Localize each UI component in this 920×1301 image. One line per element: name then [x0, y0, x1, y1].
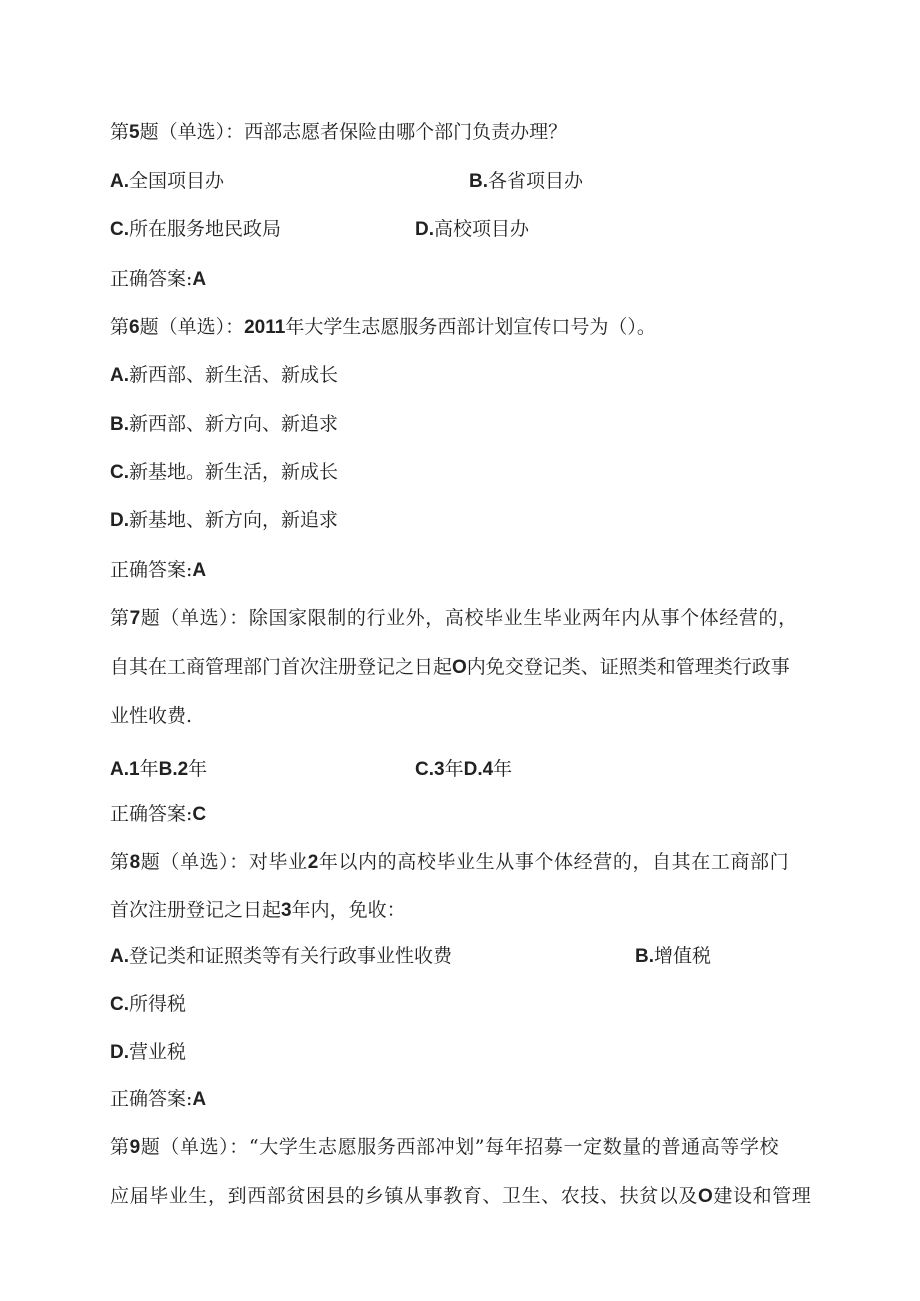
- q5-answer: 正确答案:A: [110, 268, 207, 290]
- q6-title: 第6题（单选）：2011年大学生志愿服务西部计划宣传口号为（）。: [110, 316, 656, 338]
- q7-title-line2: 自其在工商管理部门首次注册登记之日起O内免交登记类、证照类和管理类行政事: [110, 656, 790, 678]
- q8-option-c: C.所得税: [110, 993, 187, 1015]
- q8-title-line1: 第8题（单选）：对毕业2年以内的高校毕业生从事个体经营的，自其在工商部门: [110, 851, 790, 873]
- q6-answer: 正确答案:A: [110, 559, 207, 581]
- q7-options-cd: C.3年D.4年: [415, 758, 513, 780]
- q6-option-c: C.新基地。新生活，新成长: [110, 461, 339, 483]
- q6-option-d: D.新基地、新方向，新追求: [110, 509, 339, 531]
- q9-title-line2: 应届毕业生，到西部贫困县的乡镇从事教育、卫生、农技、扶贫以及O建设和管理: [110, 1185, 812, 1207]
- q8-option-d: D.营业税: [110, 1041, 187, 1063]
- q6-option-b: B.新西部、新方向、新追求: [110, 413, 339, 435]
- q7-answer: 正确答案:C: [110, 803, 207, 825]
- q5-option-b: B.各省项目办: [469, 170, 584, 192]
- q5-option-c: C.所在服务地民政局: [110, 218, 282, 240]
- q7-options-ab: A.1年B.2年: [110, 758, 208, 780]
- q8-option-a: A.登记类和证照类等有关行政事业性收费: [110, 945, 453, 967]
- q5-option-d: D.高校项目办: [415, 218, 530, 240]
- q7-title-line3: 业性收费.: [110, 705, 193, 727]
- q5-title: 第5题（单选）：西部志愿者保险由哪个部门负责办理？: [110, 121, 568, 143]
- q7-title-line1: 第7题（单选）：除国家限制的行业外，高校毕业生毕业两年内从事个体经营的，: [110, 607, 798, 629]
- q6-option-a: A.新西部、新生活、新成长: [110, 364, 339, 386]
- q8-option-b: B.增值税: [635, 945, 712, 967]
- q5-option-a: A.全国项目办: [110, 170, 225, 192]
- q8-answer: 正确答案:A: [110, 1088, 207, 1110]
- q8-title-line2: 首次注册登记之日起3年内，免收：: [110, 899, 406, 921]
- q9-title-line1: 第9题（单选）：“大学生志愿服务西部冲划”每年招募一定数量的普通高等学校: [110, 1136, 780, 1158]
